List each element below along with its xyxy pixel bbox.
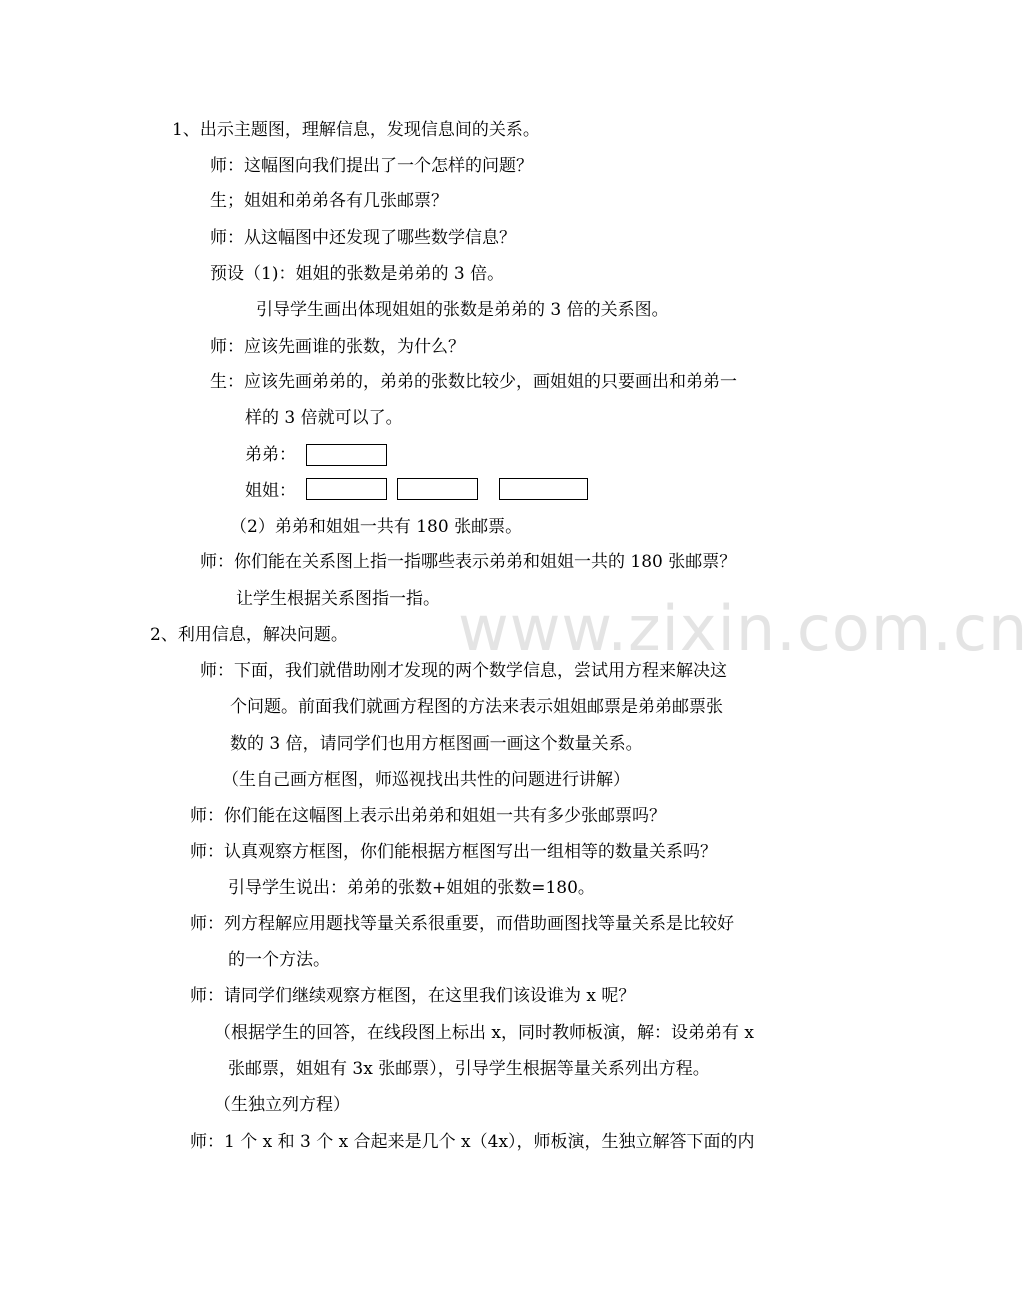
brother-box (306, 444, 387, 466)
text-line: （生独立列方程） (214, 1095, 350, 1115)
section-heading-1: 1、出示主题图，理解信息，发现信息间的关系。 (172, 120, 540, 140)
text-line: 引导学生画出体现姐姐的张数是弟弟的 3 倍的关系图。 (256, 300, 669, 320)
text-line: 师：这幅图向我们提出了一个怎样的问题？ (210, 156, 533, 176)
text-line: 师：应该先画谁的张数，为什么？ (210, 337, 465, 357)
text-line: 师：你们能在关系图上指一指哪些表示弟弟和姐姐一共的 180 张邮票？ (200, 552, 737, 572)
text-line: 数的 3 倍，请同学们也用方框图画一画这个数量关系。 (230, 734, 643, 754)
text-line: 的一个方法。 (228, 950, 330, 970)
text-line: 生；姐姐和弟弟各有几张邮票？ (210, 191, 448, 211)
sister-box-1 (306, 478, 387, 500)
text-line: 个问题。前面我们就画方程图的方法来表示姐姐邮票是弟弟邮票张 (230, 697, 723, 717)
text-line: 师：请同学们继续观察方框图，在这里我们该设谁为 x 呢？ (190, 986, 636, 1006)
text-line: （生自己画方框图，师巡视找出共性的问题进行讲解） (222, 770, 630, 790)
text-line: 张邮票，姐姐有 3x 张邮票），引导学生根据等量关系列出方程。 (228, 1059, 710, 1079)
text-line: 师：你们能在这幅图上表示出弟弟和姐姐一共有多少张邮票吗？ (190, 806, 666, 826)
sister-label: 姐姐： (245, 481, 296, 501)
text-line: 让学生根据关系图指一指。 (236, 589, 440, 609)
text-line: 师：认真观察方框图，你们能根据方框图写出一组相等的数量关系吗？ (190, 842, 717, 862)
text-line: 师：从这幅图中还发现了哪些数学信息？ (210, 228, 516, 248)
text-line: （2）弟弟和姐姐一共有 180 张邮票。 (230, 517, 523, 537)
text-line: （根据学生的回答，在线段图上标出 x，同时教师板演，解：设弟弟有 x (214, 1023, 754, 1043)
watermark: www.zixin.com.cn (458, 592, 1028, 665)
sister-box-3 (499, 478, 588, 500)
section-heading-2: 2、利用信息，解决问题。 (150, 625, 348, 645)
text-line: 引导学生说出：弟弟的张数+姐姐的张数=180。 (228, 878, 595, 898)
text-line: 预设（1)：姐姐的张数是弟弟的 3 倍。 (210, 264, 505, 284)
text-line: 生：应该先画弟弟的，弟弟的张数比较少，画姐姐的只要画出和弟弟一 (210, 372, 737, 392)
text-line: 样的 3 倍就可以了。 (245, 408, 403, 428)
text-line: 师：1 个 x 和 3 个 x 合起来是几个 x（4x），师板演，生独立解答下面的内 (190, 1132, 755, 1152)
text-line: 师：下面，我们就借助刚才发现的两个数学信息，尝试用方程来解决这 (200, 661, 727, 681)
text-line: 师：列方程解应用题找等量关系很重要，而借助画图找等量关系是比较好 (190, 914, 734, 934)
sister-box-2 (397, 478, 478, 500)
brother-label: 弟弟： (245, 445, 296, 465)
